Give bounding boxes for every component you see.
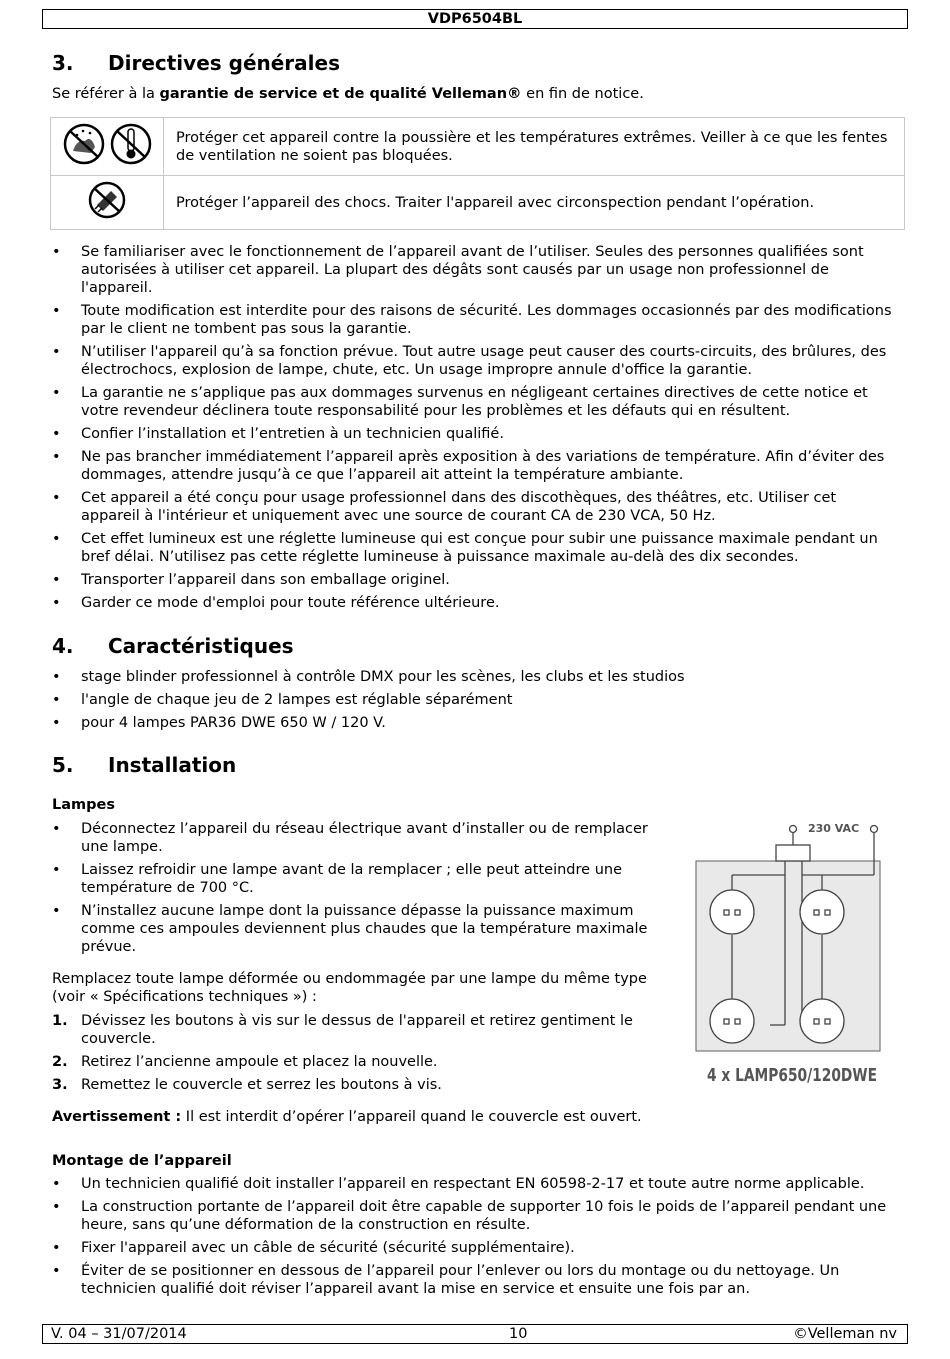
- step-number: 1.: [52, 1013, 68, 1029]
- no-shock-icon: [87, 179, 127, 221]
- list-item: • Se familiariser avec le fonctionnement de l’appareil avant de l’utiliser. Seules des personnes qualifiées sont autorisées à utiliser cet appareil. La plupart des dégâts sont causés par un usage non professionnel de l'appareil.: [52, 243, 894, 297]
- list-item: • La construction portante de l’appareil doit être capable de supporter 10 fois le poids de l’appareil pendant une heure, sans qu’une déformation de la construction en résulte.: [52, 1198, 897, 1234]
- list-item: • Déconnectez l’appareil du réseau électrique avant d’installer ou de remplacer une lampe.: [52, 820, 667, 856]
- diagram-caption: 4 x LAMP650/120DWE: [707, 1065, 877, 1086]
- list-item: [52, 1053, 667, 1071]
- intro-text-end: en fin de notice.: [521, 86, 644, 102]
- list-item: • N’installez aucune lampe dont la puissance dépasse la puissance maximum comme ces ampoules deviennent plus chaudes que la température maximale prévue.: [52, 902, 667, 956]
- section-title: Installation: [108, 753, 237, 777]
- section-number: 3.: [52, 51, 74, 75]
- mounting-list: [52, 1175, 897, 1303]
- list-item: • stage blinder professionnel à contrôle DMX pour les scènes, les clubs et les studios: [52, 668, 894, 686]
- step-text: Retirez l’ancienne ampoule et placez la nouvelle.: [81, 1054, 438, 1070]
- lamp-wiring-diagram: [690, 815, 890, 1090]
- step-number: 2.: [52, 1054, 68, 1070]
- lampes-heading: Lampes: [52, 797, 115, 813]
- safety-row: [51, 118, 905, 176]
- no-dust-icon: [65, 125, 103, 163]
- list-item: • l'angle de chaque jeu de 2 lampes est réglable séparément: [52, 691, 894, 709]
- section-4-heading: [52, 634, 294, 658]
- list-item: • La garantie ne s’applique pas aux dommages survenus en négligeant certaines directives de cette notice et votre revendeur déclinera toute responsabilité pour les problèmes et les défauts qui en résultent.: [52, 384, 894, 420]
- voltage-label: 230 VAC: [808, 822, 860, 835]
- list-item: • Cet appareil a été conçu pour usage professionnel dans des discothèques, des théâtres, etc. Utiliser cet appareil à l'intérieur et uniquement avec une source de courant CA de 230 VCA, 50 Hz.: [52, 489, 894, 525]
- lamp-precautions-list: [52, 820, 667, 961]
- list-item: • Garder ce mode d'emploi pour toute référence ultérieure.: [52, 594, 894, 612]
- model-number: VDP6504BL: [427, 11, 523, 27]
- no-dust-no-heat-icons: [57, 121, 157, 167]
- features-list: [52, 668, 894, 737]
- intro-text: Se référer à la: [52, 86, 160, 102]
- section-title: Directives générales: [108, 51, 340, 75]
- section-number: 5.: [52, 753, 74, 777]
- safety-icons-cell: [51, 176, 164, 230]
- safety-row: [51, 176, 905, 230]
- list-item: • Fixer l'appareil avec un câble de sécurité (sécurité supplémentaire).: [52, 1239, 897, 1257]
- montage-heading: Montage de l’appareil: [52, 1153, 232, 1169]
- general-guidelines-list: [52, 243, 894, 617]
- step-text: Dévissez les boutons à vis sur le dessus de l'appareil et retirez gentiment le couvercle.: [81, 1013, 633, 1047]
- intro-bold-text: garantie de service et de qualité Velleman®: [159, 86, 522, 102]
- page-header: [42, 9, 908, 29]
- list-item: • Toute modification est interdite pour des raisons de sécurité. Les dommages occasionnés par des modifications par le client ne tombent pas sous la garantie.: [52, 302, 894, 338]
- step-text: Remettez le couvercle et serrez les boutons à vis.: [81, 1077, 442, 1093]
- list-item: • Confier l’installation et l’entretien à un technicien qualifié.: [52, 425, 894, 443]
- no-thermometer-icon: [112, 125, 150, 163]
- warning-body: Il est interdit d’opérer l’appareil quand le couvercle est ouvert.: [181, 1109, 642, 1125]
- replace-steps-list: [52, 1012, 667, 1099]
- step-number: 3.: [52, 1077, 68, 1093]
- list-item: • Un technicien qualifié doit installer l’appareil en respectant EN 60598-2-17 et toute autre norme applicable.: [52, 1175, 897, 1193]
- list-item: • pour 4 lampes PAR36 DWE 650 W / 120 V.: [52, 714, 894, 732]
- section-5-heading: [52, 753, 236, 777]
- safety-text-cell: [164, 176, 905, 230]
- section-title: Caractéristiques: [108, 634, 294, 658]
- warning-text: [52, 1108, 912, 1126]
- list-item: • Ne pas brancher immédiatement l’appareil après exposition à des variations de température. Afin d’éviter des dommages, attendre jusqu’à ce que l’appareil ait atteint la température ambiante.: [52, 448, 894, 484]
- safety-text: Protéger l’appareil des chocs. Traiter l'appareil avec circonspection pendant l’opération.: [176, 194, 815, 211]
- copyright: ©Velleman nv: [793, 1326, 897, 1342]
- page-footer: [42, 1324, 908, 1344]
- list-item: • Éviter de se positionner en dessous de l’appareil pour l’enlever ou lors du montage ou du nettoyage. Un technicien qualifié doit réviser l’appareil avant la mise en service et ensuite une fois par an.: [52, 1262, 897, 1298]
- safety-table: [50, 117, 905, 230]
- safety-text-cell: [164, 118, 905, 176]
- warning-label: Avertissement :: [52, 1109, 182, 1125]
- list-item: [52, 1012, 667, 1048]
- list-item: [52, 1076, 667, 1094]
- replace-lamp-text: Remplacez toute lampe déformée ou endommagée par une lampe du même type (voir « Spécifications techniques ») :: [52, 971, 647, 1005]
- section-number: 4.: [52, 634, 74, 658]
- list-item: • Transporter l’appareil dans son emballage originel.: [52, 571, 894, 589]
- list-item: • Laissez refroidir une lampe avant de la remplacer ; elle peut atteindre une température de 700 °C.: [52, 861, 667, 897]
- section-3-heading: [52, 51, 340, 75]
- version-date: V. 04 – 31/07/2014: [51, 1326, 187, 1342]
- section-3-intro: [52, 85, 912, 103]
- list-item: • N’utiliser l'appareil qu’à sa fonction prévue. Tout autre usage peut causer des courts-circuits, des brûlures, des électrochocs, explosion de lampe, chute, etc. Un usage impropre annule d'office la garantie.: [52, 343, 894, 379]
- safety-text: Protéger cet appareil contre la poussière et les températures extrêmes. Veiller à ce que les fentes de ventilation ne soient pas bloquées.: [176, 129, 888, 164]
- page-number: 10: [509, 1326, 528, 1342]
- safety-icons-cell: [51, 118, 164, 176]
- list-item: • Cet effet lumineux est une réglette lumineuse qui est conçue pour subir une puissance maximale pendant un bref délai. N’utilisez pas cette réglette lumineuse à puissance maximale au-delà des dix secondes.: [52, 530, 894, 566]
